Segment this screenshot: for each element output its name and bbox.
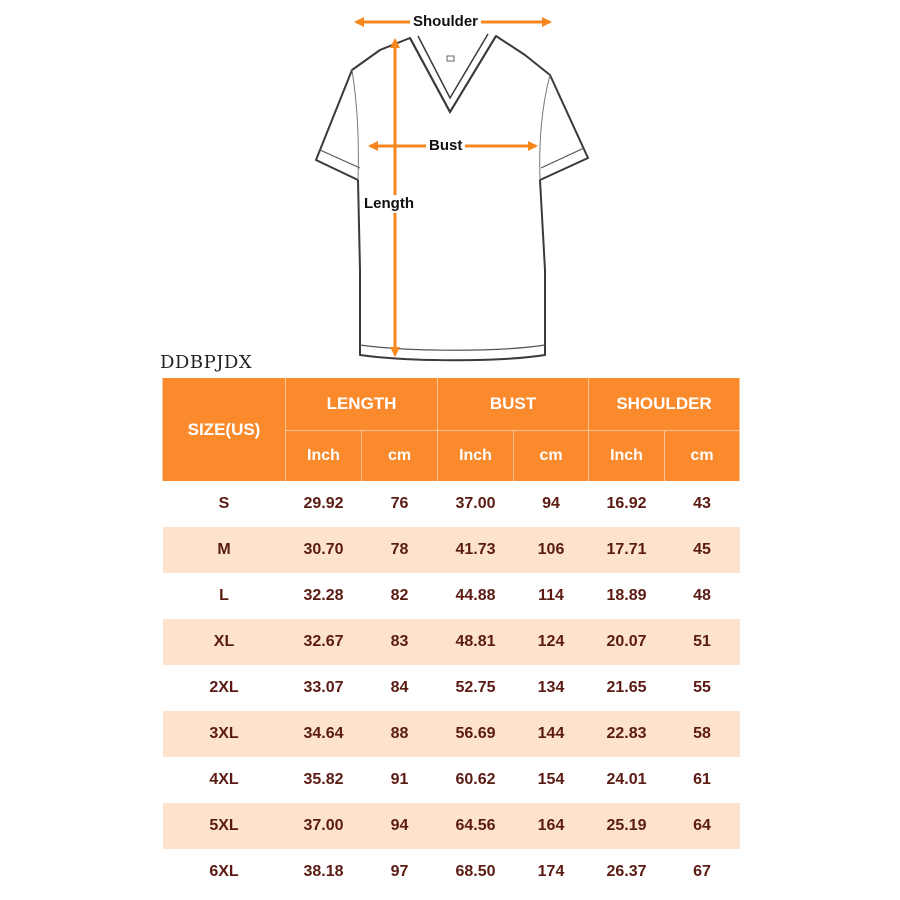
size-cell: M [163,527,286,573]
measurement-cell: 17.71 [589,527,665,573]
measurement-cell: 88 [362,711,438,757]
measurement-cell: 35.82 [286,757,362,803]
t-shirt-outline-icon [300,0,600,370]
table-row [163,757,740,803]
measurement-cell: 30.70 [286,527,362,573]
measurement-cell: 174 [514,849,589,895]
size-cell: XL [163,619,286,665]
measurement-cell: 32.67 [286,619,362,665]
table-row [163,527,740,573]
measurement-cell: 83 [362,619,438,665]
measurement-cell: 51 [665,619,740,665]
measurement-cell: 61 [665,757,740,803]
table-row [163,665,740,711]
measurement-cell: 56.69 [438,711,514,757]
measurement-cell: 124 [514,619,589,665]
shoulder-group-header: SHOULDER [589,378,740,431]
length-label: Length [361,195,417,213]
unit-header: Inch [286,431,362,482]
measurement-cell: 94 [514,481,589,527]
measurement-cell: 20.07 [589,619,665,665]
measurement-cell: 48 [665,573,740,619]
measurement-cell: 21.65 [589,665,665,711]
size-cell: 3XL [163,711,286,757]
measurement-cell: 16.92 [589,481,665,527]
length-group-header: LENGTH [286,378,438,431]
brand-name: DDBPJDX [160,352,253,373]
unit-header: cm [514,431,589,482]
table-row [163,481,740,527]
measurement-cell: 76 [362,481,438,527]
measurement-cell: 34.64 [286,711,362,757]
measurement-cell: 97 [362,849,438,895]
measurement-cell: 91 [362,757,438,803]
measurement-cell: 52.75 [438,665,514,711]
unit-header: Inch [589,431,665,482]
measurement-cell: 37.00 [438,481,514,527]
measurement-cell: 68.50 [438,849,514,895]
measurement-cell: 55 [665,665,740,711]
measurement-cell: 41.73 [438,527,514,573]
measurement-cell: 38.18 [286,849,362,895]
size-cell: S [163,481,286,527]
measurement-cell: 106 [514,527,589,573]
size-cell: 4XL [163,757,286,803]
table-row [163,849,740,895]
measurement-cell: 18.89 [589,573,665,619]
shoulder-label: Shoulder [410,13,481,31]
unit-header: Inch [438,431,514,482]
measurement-cell: 58 [665,711,740,757]
measurement-cell: 22.83 [589,711,665,757]
measurement-cell: 45 [665,527,740,573]
size-cell: L [163,573,286,619]
measurement-cell: 33.07 [286,665,362,711]
size-cell: 5XL [163,803,286,849]
measurement-cell: 84 [362,665,438,711]
measurement-cell: 29.92 [286,481,362,527]
table-row [163,711,740,757]
measurement-cell: 154 [514,757,589,803]
measurement-cell: 32.28 [286,573,362,619]
table-row [163,619,740,665]
measurement-cell: 67 [665,849,740,895]
measurement-cell: 134 [514,665,589,711]
size-cell: 2XL [163,665,286,711]
bust-label: Bust [426,137,465,155]
measurement-cell: 26.37 [589,849,665,895]
measurement-cell: 164 [514,803,589,849]
size-column-header: SIZE(US) [163,378,286,481]
measurement-cell: 64 [665,803,740,849]
table-row [163,803,740,849]
measurement-cell: 25.19 [589,803,665,849]
bust-group-header: BUST [438,378,589,431]
measurement-cell: 24.01 [589,757,665,803]
size-cell: 6XL [163,849,286,895]
measurement-cell: 94 [362,803,438,849]
unit-header: cm [362,431,438,482]
measurement-cell: 78 [362,527,438,573]
size-chart-table [162,378,740,895]
unit-header: cm [665,431,740,482]
measurement-cell: 60.62 [438,757,514,803]
size-table-body [163,481,740,895]
t-shirt-diagram [300,0,600,370]
measurement-cell: 43 [665,481,740,527]
table-row [163,573,740,619]
measurement-cell: 64.56 [438,803,514,849]
measurement-cell: 48.81 [438,619,514,665]
measurement-cell: 44.88 [438,573,514,619]
measurement-cell: 37.00 [286,803,362,849]
measurement-cell: 82 [362,573,438,619]
measurement-cell: 114 [514,573,589,619]
measurement-cell: 144 [514,711,589,757]
